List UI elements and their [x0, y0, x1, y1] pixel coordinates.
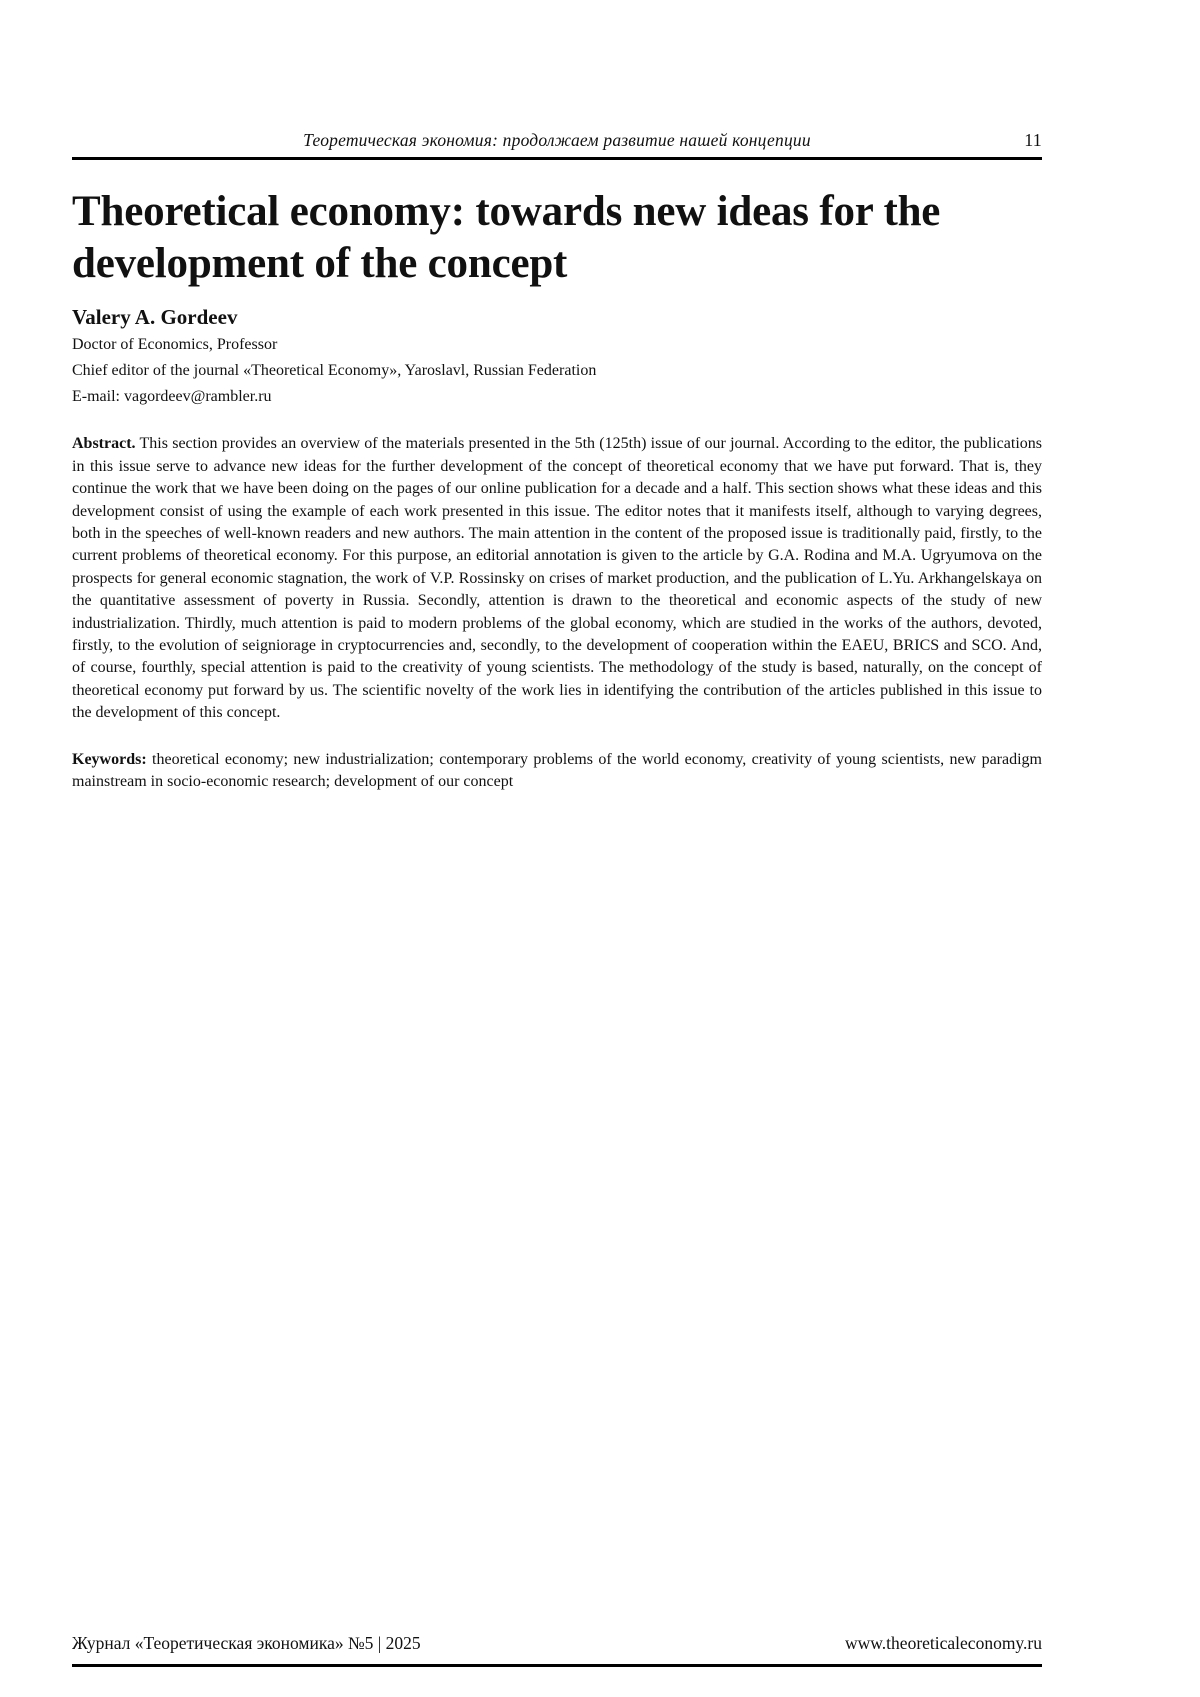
- abstract-paragraph: [72, 433, 1042, 724]
- abstract-label: Abstract.: [72, 435, 136, 453]
- page-footer: [72, 1633, 1042, 1667]
- page-header: [72, 0, 1042, 151]
- author-affiliation: Chief editor of the journal «Theoretical Economy», Yaroslavl, Russian Federation: [72, 361, 597, 379]
- keywords-text: theoretical economy; new industrialization; contemporary problems of the world economy, creativity of young scientists, new paradigm mainstream in socio-economic research; development of our concept: [72, 750, 1042, 790]
- keywords-paragraph: [72, 749, 1042, 794]
- header-rule: [72, 157, 1042, 160]
- running-title: Теоретическая экономия: продолжаем развитие нашей концепции: [303, 130, 811, 150]
- footer-journal-info: Журнал «Теоретическая экономика» №5 | 2025: [72, 1633, 421, 1653]
- page-number: 11: [1024, 130, 1042, 150]
- keywords-label: Keywords:: [72, 750, 147, 768]
- author-degree: Doctor of Economics, Professor: [72, 335, 278, 353]
- article-title: Theoretical economy: towards new ideas for the development of the concept: [72, 188, 941, 288]
- abstract-text: This section provides an overview of the materials presented in the 5th (125th) issue of our journal. According to the editor, the publications in this issue serve to advance new ideas for the further development of the concept of theoretical economy that we have put forward. That is, they continue the work that we have been doing on the pages of our online publication for a decade and a half. This section shows what these ideas and this development consist of using the example of each work presented in this issue. The editor notes that it manifests itself, although to varying degrees, both in the speeches of well-known readers and new authors. The main attention in the content of the proposed issue is traditionally paid, firstly, to the current problems of theoretical economy. For this purpose, an editorial annotation is given to the article by G.A. Rodina and M.A. Ugryumova on the prospects for general economic stagnation, the work of V.P. Rossinsky on crises of market production, and the publication of L.Yu. Arkhangelskaya on the quantitative assessment of poverty in Russia. Secondly, attention is drawn to the theoretical and economic aspects of the study of new industrialization. Thirdly, much attention is paid to modern problems of the global economy, which are studied in the works of the authors, devoted, firstly, to the evolution of seigniorage in cryptocurrencies and, secondly, to the development of cooperation within the EAEU, BRICS and SCO. And, of course, fourthly, special attention is paid to the creativity of young scientists. The methodology of the study is based, naturally, on the concept of theoretical economy put forward by us. The scientific novelty of the work lies in identifying the contribution of the articles published in this issue to the development of this concept.: [72, 435, 1042, 722]
- page-content: [72, 0, 1042, 793]
- footer-website: www.theoreticaleconomy.ru: [845, 1633, 1042, 1653]
- author-email: E-mail: vagordeev@rambler.ru: [72, 387, 272, 405]
- author-name: Valery A. Gordeev: [72, 304, 238, 329]
